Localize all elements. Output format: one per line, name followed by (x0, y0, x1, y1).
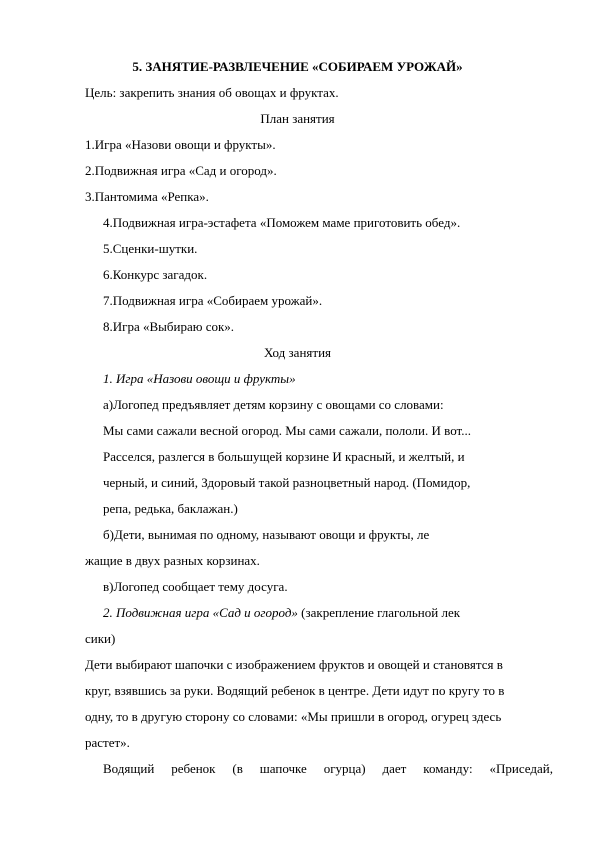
plan-heading: План занятия (260, 111, 335, 126)
plan-item: 4.Подвижная игра-эстафета «Поможем маме приготовить обед». (103, 215, 461, 230)
course-heading: Ход занятия (263, 345, 332, 360)
section-heading-line (103, 605, 460, 621)
body-line: сики) (85, 631, 116, 646)
body-line: одну, то в другую сторону со словами: «Мы пришли в огород, огурец здесь (85, 709, 502, 724)
body-line: Водящий ребенок (в шапочке огурца) дает команду: «Приседай, (103, 761, 553, 776)
body-line: растет». (85, 735, 130, 750)
plan-item: 2.Подвижная игра «Сад и огород». (85, 163, 277, 178)
section-heading: 2. Подвижная игра «Сад и огород» (103, 605, 298, 620)
plan-item: 6.Конкурс загадок. (103, 267, 208, 282)
plan-item: 5.Сценки-шутки. (103, 241, 198, 256)
goal-text: Цель: закрепить знания об овощах и фруктах. (85, 85, 339, 100)
body-line: жащие в двух разных корзинах. (85, 553, 260, 568)
body-line: репа, редька, баклажан.) (103, 501, 238, 516)
body-line: б)Дети, вынимая по одному, называют овощи и фрукты, ле (103, 527, 430, 542)
body-line: в)Логопед сообщает тему досуга. (103, 579, 288, 594)
plan-item: 3.Пантомима «Репка». (85, 189, 209, 204)
section-heading-suffix: (закрепление глагольной лек (297, 605, 461, 620)
plan-item: 1.Игра «Назови овощи и фрукты». (85, 137, 276, 152)
document-title: 5. ЗАНЯТИЕ-РАЗВЛЕЧЕНИЕ «СОБИРАЕМ УРОЖАЙ» (132, 59, 463, 74)
plan-item: 7.Подвижная игра «Собираем урожай». (103, 293, 323, 308)
body-line: круг, взявшись за руки. Водящий ребенок в центре. Дети идут по кругу то в (85, 683, 505, 698)
body-line: а)Логопед предъявляет детям корзину с овощами со словами: (103, 397, 444, 412)
body-line: Дети выбирают шапочки с изображением фруктов и овощей и становятся в (85, 657, 503, 672)
body-line: Мы сами сажали весной огород. Мы сами сажали, пололи. И вот... (103, 423, 471, 438)
body-line: Расселся, разлегся в большущей корзине И красный, и желтый, и (103, 449, 465, 464)
body-line: черный, и синий, Здоровый такой разноцветный народ. (Помидор, (103, 475, 471, 490)
section-heading: 1. Игра «Назови овощи и фрукты» (103, 371, 296, 386)
plan-item: 8.Игра «Выбираю сок». (103, 319, 235, 334)
